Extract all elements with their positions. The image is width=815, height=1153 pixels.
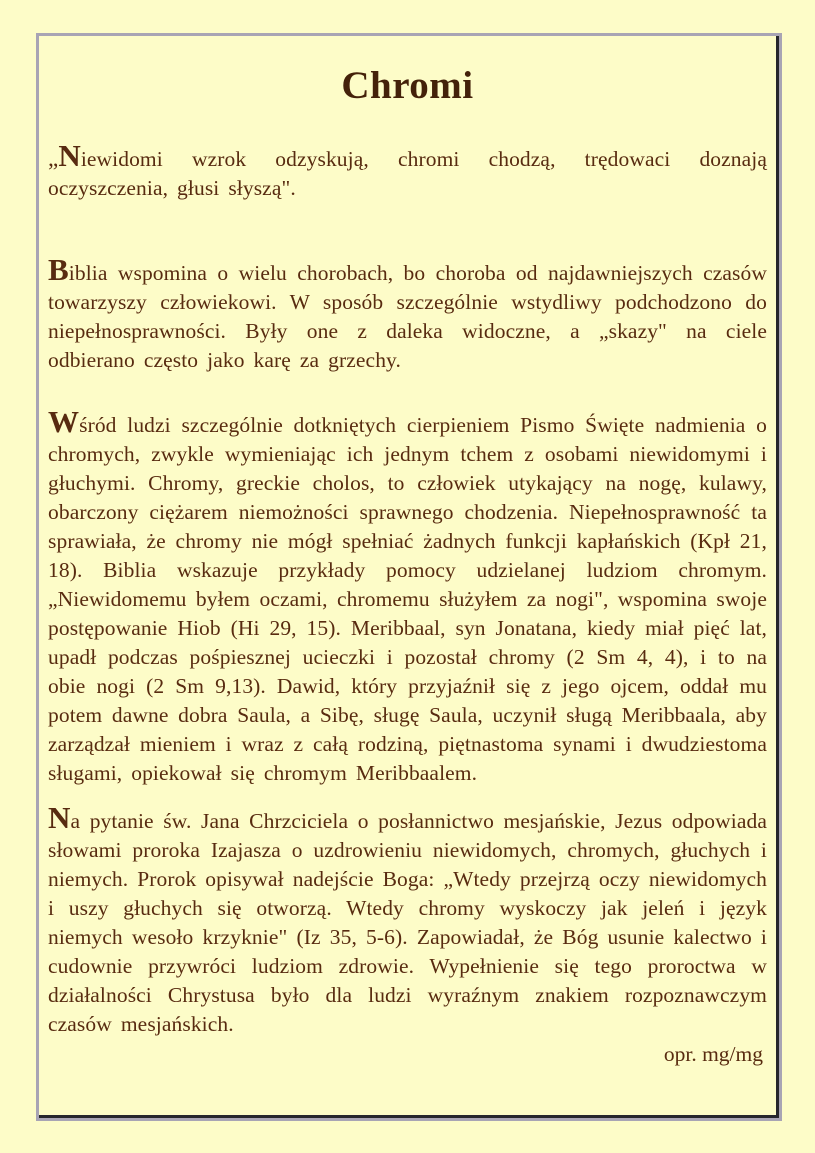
paragraph-1 (48, 138, 767, 203)
paragraph-3-text: śród ludzi szczególnie dotkniętych cierpieniem Pismo Święte nadmienia o chromych, zwykle wymieniając ich jednym tchem z osobami niewidomymi i głuchymi. Chromy, greckie cholos, to człowiek utykający na nogę, kulawy, obarczony ciężarem niemożności sprawnego chodzenia. Niepełnosprawność ta sprawiała, że chromy nie mógł spełniać żadnych funkcji kapłańskich (Kpł 21, 18). Biblia wskazuje przykłady pomocy udzielanej ludziom chromym. „Niewidomemu byłem oczami, chromemu służyłem za nogi", wspomina swoje postępowanie Hiob (Hi 29, 15). Meribbaal, syn Jonatana, kiedy miał pięć lat, upadł podczas pośpiesznej ucieczki i pozostał chromy (2 Sm 4, 4), i to na obie nogi (2 Sm 9,13). Dawid, który przyjaźnił się z jego ojcem, oddał mu potem dawne dobra Saula, a Sibę, sługę Saula, uczynił sługą Meribbaala, aby zarządzał mieniem i wraz z całą rodziną, piętnastoma synami i dwudziestoma sługami, opiekował się chromym Meribbaalem. (48, 413, 767, 785)
page-title: Chromi (341, 64, 474, 107)
paragraph-3 (48, 404, 767, 788)
page-frame-inner (39, 36, 779, 1118)
author-credit: opr. mg/mg (663, 1042, 763, 1066)
paragraph-4-text: a pytanie św. Jana Chrzciciela o posłannictwo mesjańskie, Jezus odpowiada słowami proroka Izajasza o uzdrowieniu niewidomych, chromych, głuchych i niemych. Prorok opisywał nadejście Boga: „Wtedy przejrzą oczy niewidomych i uszy głuchych się otworzą. Wtedy chromy wyskoczy jak jeleń i język niemych wesoło krzyknie" (Iz 35, 5-6). Zapowiadał, że Bóg usunie kalectwo i cudownie przywróci ludziom zdrowie. Wypełnienie się tego proroctwa w działalności Chrystusa było dla ludzi wyraźnym znakiem rozpoznawczym czasów mesjańskich. (48, 809, 767, 1036)
paragraph-3-initial: W (48, 404, 80, 439)
paragraph-4 (48, 800, 767, 1039)
paragraph-1-text: iewidomi wzrok odzyskują, chromi chodzą, trędowaci doznają oczyszczenia, głusi słyszą". (48, 147, 767, 200)
page-frame (36, 33, 782, 1121)
paragraph-1-open-quote: „ (48, 146, 59, 171)
paragraph-2-initial: B (48, 252, 69, 287)
paragraph-2 (48, 252, 767, 375)
paragraph-1-initial: N (58, 138, 81, 173)
paragraph-4-initial: N (48, 800, 71, 835)
paragraph-2-text: iblia wspomina o wielu chorobach, bo choroba od najdawniejszych czasów towarzyszy człowiekowi. W sposób szczególnie wstydliwy podchodzono do niepełnosprawności. Były one z daleka widoczne, a „skazy" na ciele odbierano często jako karę za grzechy. (48, 261, 767, 372)
